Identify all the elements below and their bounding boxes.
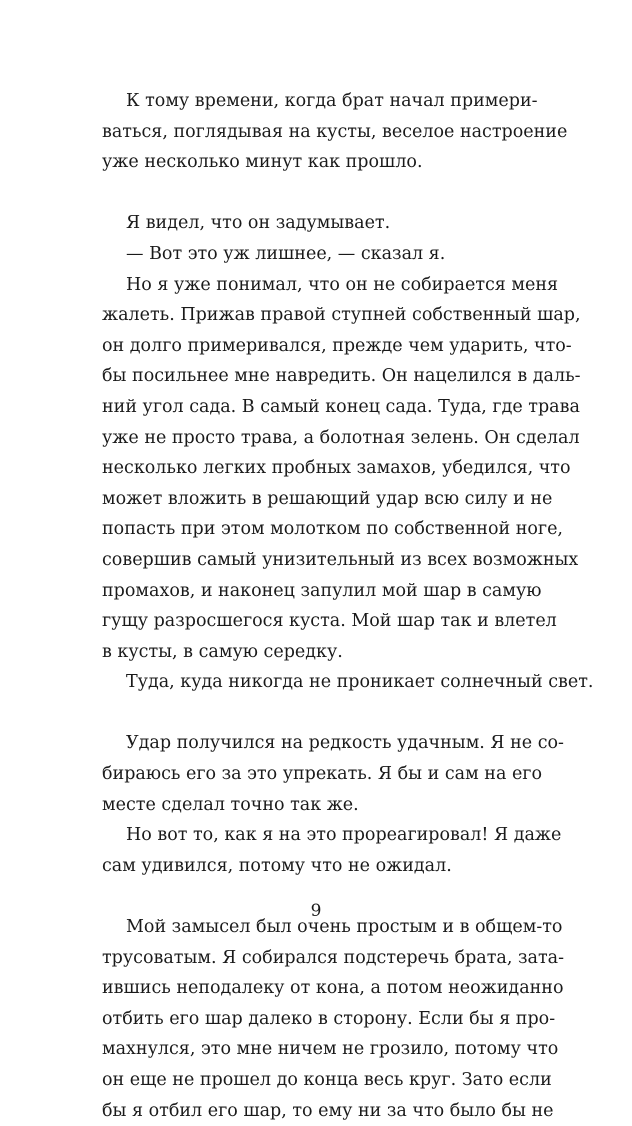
text-line: Удар получился на редкость удачным. Я не со- [126, 733, 564, 754]
text-line: уже не просто трава, а болотная зелень. Он сделал [102, 427, 580, 448]
text-line: попасть при этом молотком по собственной ноге, [102, 519, 563, 540]
paragraph [102, 208, 530, 239]
text-line: Мой замысел был очень простым и в общем-то [126, 917, 563, 938]
paragraph [102, 86, 568, 178]
text-line: жалеть. Прижав правой ступней собственный шар, [102, 305, 581, 326]
text-line: трусоватым. Я собирался подстеречь брата, зата- [102, 947, 564, 968]
text-line: он долго примеривался, прежде чем ударить, что- [102, 335, 572, 356]
section-break [102, 178, 530, 209]
paragraph [102, 728, 564, 820]
text-line: он еще не прошел до конца весь круг. Зато если [102, 1070, 552, 1090]
text-line: ний угол сада. В самый конец сада. Туда, где трава [102, 396, 580, 417]
text-line: бы я отбил его шар, то ему ни за что было бы не [102, 1100, 554, 1121]
text-line: Но вот то, как я на это прореагировал! Я даже [126, 825, 562, 846]
body-text [102, 86, 594, 1126]
text-line: может вложить в решающий удар всю силу и не [102, 488, 553, 509]
text-line: К тому времени, когда брат начал примери- [126, 91, 538, 111]
text-line: Туда, куда никогда не проникает солнечный свет. [126, 672, 594, 693]
text-line: уже несколько минут как прошло. [102, 152, 423, 173]
text-line: бираюсь его за это упрекать. Я бы и сам на его [102, 764, 543, 785]
text-line: промахов, и наконец запулил мой шар в самую [102, 580, 542, 601]
paragraph [102, 270, 581, 668]
text-line: гущу разросшегося куста. Мой шар так и влетел [102, 611, 557, 632]
text-line: отбить его шар далеко в сторону. Если бы я про- [102, 1008, 556, 1029]
text-line: махнулся, это мне ничем не грозило, потому что [102, 1039, 559, 1060]
paragraph [102, 667, 594, 698]
page-number: 9 [310, 901, 322, 921]
text-line: — Вот это уж лишнее, — сказал я. [126, 243, 446, 264]
paragraph [102, 912, 564, 1126]
text-line: совершив самый унизительный из всех возможных [102, 549, 579, 570]
paragraph [102, 239, 530, 270]
section-break [102, 698, 530, 729]
text-line: ваться, поглядывая на кусты, веселое настроение [102, 121, 568, 142]
text-line: ившись неподалеку от кона, а потом неожиданно [102, 978, 564, 999]
text-line: бы посильнее мне навредить. Он нацелился в даль- [102, 366, 581, 387]
text-line: несколько легких пробных замахов, убедился, что [102, 458, 571, 479]
text-line: в кусты, в самую середку. [102, 641, 343, 662]
text-line: сам удивился, потому что не ожидал. [102, 855, 452, 876]
text-line: месте сделал точно так же. [102, 794, 359, 815]
text-line: Я видел, что он задумывает. [126, 213, 391, 234]
paragraph [102, 820, 562, 881]
text-line: Но я уже понимал, что он не собирается меня [126, 274, 559, 295]
